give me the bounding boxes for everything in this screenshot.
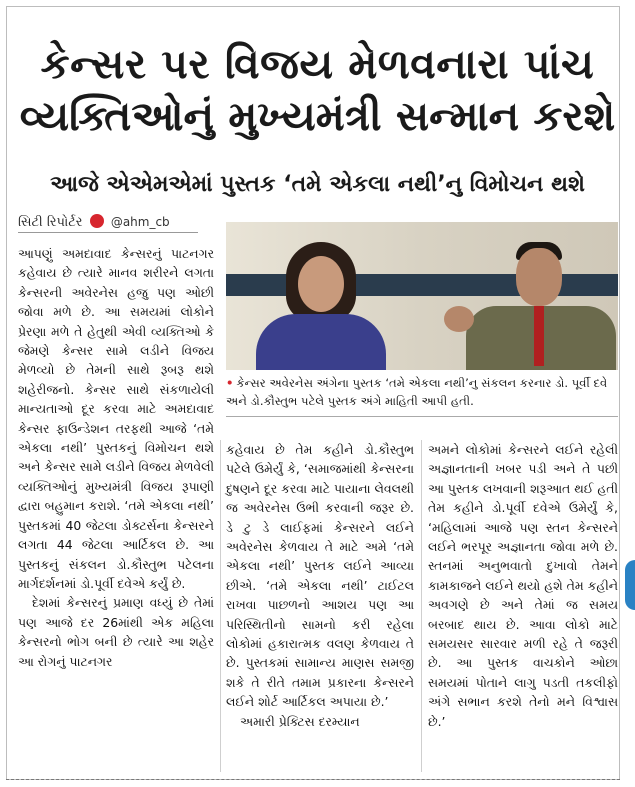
caption-divider — [226, 416, 618, 417]
column-1-paragraph-1: આપણું અમદાવાદ કેન્સરનું પાટનગર કહેવાય છે ત્યારે માનવ શરીરને લગતા કેન્સરની અવેરનેસ હજુ પણ ઓછી જોવા મળે છે. આ સમયમાં લોકોને પ્રેરણા મળે તે હેતુથી એવી વ્યક્તિઓ કે જેમણે કેન્સર સામે લડીને વિજય મેળવ્યો છે તેમની સાથે રૂબરૂ થશે શહેરીજનો. કેન્સર સાથે સંકળાયેલી માન્યતાઓ દૂર કરવા માટે અમદાવાદ કેન્સર ફાઉન્ડેશન તરફથી આજે ‘તમે એકલા નથી’ પુસ્તકનું વિમોચન થશે અને કેન્સર સામે લડીને વિજય મેળવેલી વ્યક્તિઓનું મુખ્યમંત્રી વિજય રૂપાણી દ્વારા બહુમાન કરાશે. ‘તમે એકલા નથી’ પુસ્તકમાં 40 જેટલા ડોક્ટર્સના કેન્સરને લગતા 44 જેટલા આર્ટિકલ છે. આ પુસ્તકનું સંકલન ડો.કૌસ્તુભ પટેલના માર્ગદર્શનમાં ડો.પૂર્વી દવેએ કર્યું છે. — [18, 246, 214, 591]
column-divider — [421, 440, 422, 772]
twitter-icon — [90, 214, 104, 228]
column-3-paragraph-1: અમને લોકોમાં કેન્સરને લઈને રહેલી અજ્ઞાનતાની ખબર પડી અને તે પછી આ પુસ્તક લખવાની શરૂઆત થઈ હતી તેમ કહીને ડો.પૂર્વી દવેએ ઉમેર્યું કે, ‘મહિલામાં આજે પણ સ્તન કેન્સરને લઈને ભરપૂર અજ્ઞાનતા જોવા મળે છે. સ્તનમાં અનુભવાતો દુખાવો તેમને કામકાજને લઈને થયો હશે તેમ કહીને અવગણે છે અને તેમાં જ સમય બરબાદ થાય છે. આવા લોકો માટે સમયસર સારવાર મળી રહે તે જરૂરી છે. આ પુસ્તક વાચકોને ઓછા સમયમાં પોતાને લાગુ પડતી તકલીફો અંગે સભાન કરશે તેનો મને વિશ્વાસ છે.’ — [428, 442, 618, 729]
byline-author: સિટી રિપોર્ટર — [18, 215, 83, 230]
column-2-paragraph-2: અમારી પ્રેક્ટિસ દરમ્યાન — [240, 713, 360, 729]
article-column-3 — [428, 440, 618, 731]
article-column-1 — [18, 244, 214, 671]
column-2-paragraph-1: કહેવાય છે તેમ કહીને ડો.કૌસ્તુભ પટેલે ઉમેર્યું કે, ‘સમાજમાંથી કેન્સરના દુષણને દૂર કરવા માટે પાયાના લેવલથી જ અવેરનેસ ઉભી કરવાની જરૂર છે. ડે ટુ ડે લાઈફમાં કેન્સરને લઈને અવેરનેસ કેળવાય તે માટે અમે ‘તમે એકલા નથી’ પુસ્તક લઈને આવ્યા છીએ. ‘તમે એકલા નથી’ ટાઈટલ રાખવા પાછળનો આશય પણ આ પરિસ્થિતીનો સામનો કરી રહેલા લોકોમાં હકારાત્મક વલણ કેળવાય તે છે. પુસ્તકમાં સામાન્ય માણસ સમજી શકે તે રીતે તમામ પ્રકારના કેન્સરને લઈને શોર્ટ આર્ટિકલ અપાયા છે.’ — [226, 442, 414, 710]
photo-caption — [226, 374, 618, 410]
byline-divider — [18, 232, 198, 233]
article-photo — [226, 222, 618, 370]
headline-line-2: વ્યક્તિઓનું મુખ્યમંત્રી સન્માન કરશે — [19, 92, 616, 140]
photo-caption-text: કેન્સર અવેરનેસ અંગેના પુસ્તક ‘તમે એકલા નથી’નુ સંકલન કરનાર ડો. પૂર્વી દવે અને ડો.કૌસ્તુભ પટેલે પુસ્તક અંગે માહિતી આપી હતી. — [226, 376, 608, 408]
bottom-cut-line — [6, 779, 620, 780]
twitter-handle: @ahm_cb — [110, 215, 170, 229]
byline — [18, 214, 170, 230]
headline-line-1: કેન્સર પર વિજય મેળવનારા પાંચ — [40, 40, 595, 88]
column-divider — [220, 440, 221, 772]
article-column-2 — [226, 440, 414, 731]
subheadline: આજે એએમએમાં પુસ્તક ‘તમે એકલા નથી’નુ વિમોચન થશે — [50, 172, 585, 197]
bullet-icon: • — [226, 376, 234, 390]
side-tab[interactable] — [625, 560, 635, 610]
column-1-paragraph-2: દેશમાં કેન્સરનું પ્રમાણ વધ્યું છે તેમાં પણ આજે દર 26માંથી એક મહિલા કેન્સરનો ભોગ બની છે ત્યારે આ શહેર આ રોગનું પાટનગર — [18, 595, 214, 669]
